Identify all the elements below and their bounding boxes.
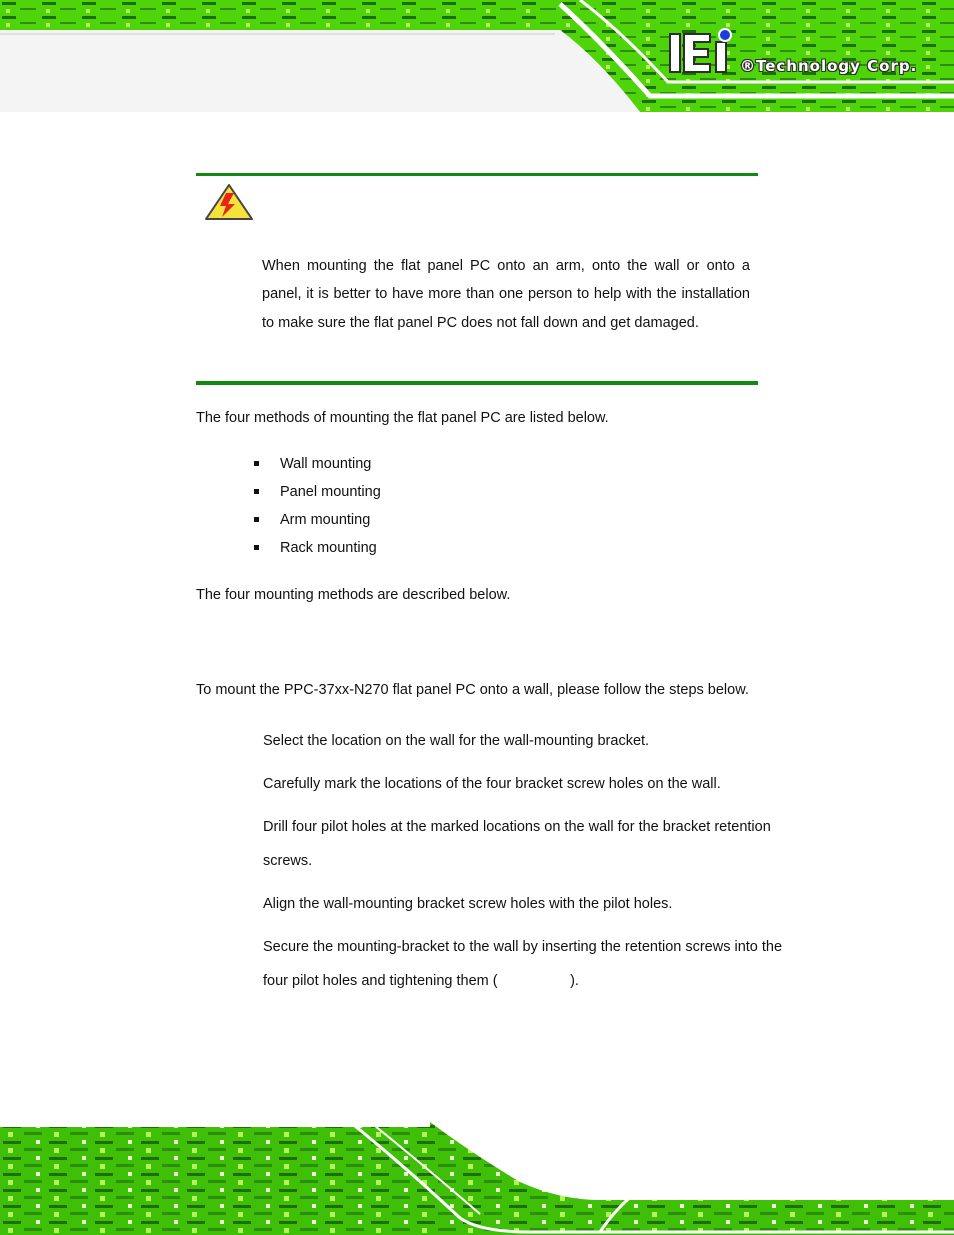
warning-text: When mounting the flat panel PC onto an arm, onto the wall or onto a panel, it is better to have more than one person to help with the installation to make sure the flat panel PC does not fall down and get damaged. (262, 258, 750, 331)
list-item (254, 508, 381, 536)
warning-top-rule (196, 173, 758, 176)
method-label: Panel mounting (280, 484, 381, 500)
warning-triangle-icon (204, 183, 254, 226)
bullet-icon (254, 489, 259, 494)
bullet-icon (254, 517, 259, 522)
step-4: Align the wall-mounting bracket screw holes with the pilot holes. (263, 896, 673, 912)
step-2: Carefully mark the locations of the four bracket screw holes on the wall. (263, 776, 721, 792)
header-circuit-banner (0, 0, 954, 112)
list-item (254, 452, 381, 480)
brand-name: ®Technology Corp. (740, 57, 918, 75)
iei-logo-icon (668, 28, 736, 76)
warning-bottom-rule (196, 381, 758, 385)
step-3: Drill four pilot holes at the marked locations on the wall for the bracket retention screws. (263, 819, 771, 869)
mounting-methods-intro: The four methods of mounting the flat panel PC are listed below. (196, 410, 609, 426)
bullet-icon (254, 545, 259, 550)
list-item (254, 480, 381, 508)
mounting-methods-outro: The four mounting methods are described below. (196, 587, 511, 603)
company-logo (668, 28, 736, 76)
method-label: Arm mounting (280, 512, 371, 528)
method-label: Wall mounting (280, 456, 372, 472)
step-5: Secure the mounting-bracket to the wall by inserting the retention screws into the four pilot holes and tightening them ( ). (263, 939, 787, 989)
mounting-methods-list (254, 452, 381, 564)
method-label: Rack mounting (280, 540, 377, 556)
list-item (254, 536, 381, 564)
wall-mounting-intro: To mount the PPC-37xx-N270 flat panel PC onto a wall, please follow the steps below. (196, 682, 749, 698)
bullet-icon (254, 461, 259, 466)
step-1: Select the location on the wall for the wall-mounting bracket. (263, 733, 650, 749)
footer-circuit-banner (0, 1122, 954, 1235)
